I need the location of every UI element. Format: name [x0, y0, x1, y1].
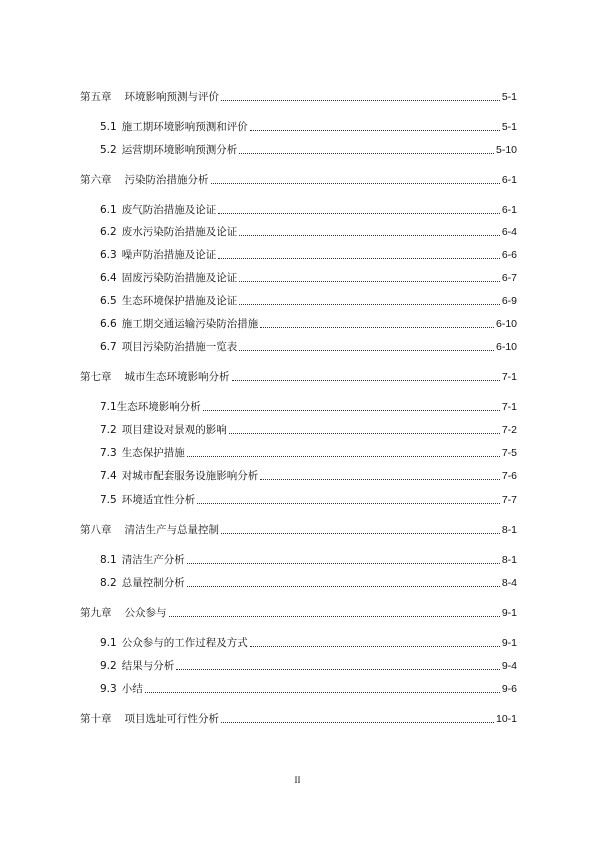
toc-title: 噪声防治措施及论证: [121, 249, 217, 261]
dot-leader: [176, 668, 500, 670]
toc-chapter-9[interactable]: [80, 607, 517, 620]
toc-section-6-7[interactable]: [100, 341, 517, 354]
toc-page: 8-1: [501, 524, 517, 536]
dot-leader: [197, 502, 500, 504]
toc-section-5-2[interactable]: [100, 144, 517, 157]
toc-section-7-5[interactable]: [100, 494, 517, 507]
dot-leader: [239, 280, 500, 282]
toc-number: 第七章: [80, 371, 112, 383]
toc-title: 生态保护措施: [121, 447, 185, 459]
dot-leader: [239, 303, 500, 305]
toc-page: 6-7: [501, 272, 517, 284]
dot-leader: [232, 379, 500, 381]
toc-number: 8.2: [100, 577, 117, 589]
toc-section-8-2[interactable]: [100, 577, 517, 590]
toc-title: 清洁生产分析: [121, 554, 185, 566]
page-number: II: [294, 775, 301, 785]
toc-page: 9-4: [501, 660, 517, 672]
toc-section-9-3[interactable]: [100, 683, 517, 696]
toc-page: 7-2: [501, 424, 517, 436]
toc-chapter-7[interactable]: [80, 371, 517, 384]
dot-leader: [218, 257, 500, 259]
toc-page: 9-1: [501, 637, 517, 649]
dot-leader: [250, 129, 500, 131]
dot-leader: [187, 455, 500, 457]
toc-page: 5-1: [501, 121, 517, 133]
dot-leader: [145, 691, 500, 693]
toc-number: 6.2: [100, 226, 117, 238]
toc-section-9-2[interactable]: [100, 660, 517, 673]
toc-section-8-1[interactable]: [100, 554, 517, 567]
toc-page: 8-1: [501, 554, 517, 566]
toc-number: 6.1: [100, 204, 117, 216]
toc-title: 总量控制分析: [121, 577, 185, 589]
toc-section-7-1[interactable]: [100, 401, 517, 414]
toc-page: 9-1: [501, 607, 517, 619]
toc-chapter-6[interactable]: [80, 174, 517, 187]
toc-title: 结果与分析: [121, 660, 175, 672]
toc-chapter-10[interactable]: [80, 713, 517, 726]
toc-title: 项目建设对景观的影响: [121, 424, 227, 436]
dot-leader: [218, 212, 500, 214]
toc-page: 6-6: [501, 249, 517, 261]
toc-page: 6-10: [495, 341, 517, 353]
toc-page: 6-4: [501, 226, 517, 238]
toc-title: 废水污染防治措施及论证: [121, 226, 238, 238]
toc-section-7-3[interactable]: [100, 447, 517, 460]
toc-number: 7.2: [100, 424, 117, 436]
toc-page: 7-1: [501, 401, 517, 413]
dot-leader: [260, 478, 500, 480]
toc-section-7-4[interactable]: [100, 470, 517, 483]
toc-title: 施工期交通运输污染防治措施: [121, 318, 259, 330]
toc-page: 5-1: [501, 91, 517, 103]
dot-leader: [239, 349, 494, 351]
dot-leader: [187, 585, 500, 587]
toc-section-6-4[interactable]: [100, 272, 517, 285]
toc-page: 10-1: [495, 713, 517, 725]
toc-title: 小结: [121, 683, 143, 695]
dot-leader: [229, 432, 500, 434]
toc-number: 5.2: [100, 144, 117, 156]
dot-leader: [221, 532, 500, 534]
toc-title: 废气防治措施及论证: [121, 204, 217, 216]
toc-page: 6-10: [495, 318, 517, 330]
toc-section-6-5[interactable]: [100, 295, 517, 308]
toc-page: 8-4: [501, 577, 517, 589]
toc-number: 6.3: [100, 249, 117, 261]
toc-section-6-3[interactable]: [100, 249, 517, 262]
toc-title: 对城市配套服务设施影响分析: [121, 470, 259, 482]
toc-title: 清洁生产与总量控制: [124, 524, 219, 536]
toc-number: 第十章: [80, 713, 112, 725]
toc-number: 7.4: [100, 470, 117, 482]
toc-title: 运营期环境影响预测分析: [121, 144, 238, 156]
toc-page: 7-7: [501, 494, 517, 506]
toc-title: 污染防治措施分析: [124, 174, 209, 186]
toc-number: 7.3: [100, 447, 117, 459]
toc-number: 6.4: [100, 272, 117, 284]
toc-section-5-1[interactable]: [100, 121, 517, 134]
toc-title: 公众参与: [124, 607, 167, 619]
toc-chapter-8[interactable]: [80, 524, 517, 537]
toc-page: 7-1: [501, 371, 517, 383]
dot-leader: [221, 99, 500, 101]
toc-title: 环境适宜性分析: [121, 494, 196, 506]
toc-chapter-5[interactable]: [80, 91, 517, 104]
toc-number: 第五章: [80, 91, 112, 103]
toc-number: 6.7: [100, 341, 117, 353]
toc-title: 环境影响预测与评价: [124, 91, 219, 103]
toc-number: 7.1: [100, 401, 117, 413]
toc-number: 9.2: [100, 660, 117, 672]
toc-section-6-1[interactable]: [100, 204, 517, 217]
dot-leader: [169, 615, 500, 617]
toc-number: 6.5: [100, 295, 117, 307]
dot-leader: [260, 326, 494, 328]
toc-page: 7-5: [501, 447, 517, 459]
toc-section-6-2[interactable]: [100, 226, 517, 239]
toc-title: 项目污染防治措施一览表: [121, 341, 238, 353]
toc-page: 7-6: [501, 470, 517, 482]
toc-title: 生态环境影响分析: [116, 401, 201, 413]
toc-number: 第九章: [80, 607, 112, 619]
dot-leader: [203, 409, 500, 411]
dot-leader: [239, 152, 494, 154]
toc-section-9-1[interactable]: [100, 637, 517, 650]
toc-title: 施工期环境影响预测和评价: [121, 121, 248, 133]
toc-number: 第六章: [80, 174, 112, 186]
dot-leader: [221, 721, 494, 723]
dot-leader: [211, 182, 500, 184]
toc-number: 7.5: [100, 494, 117, 506]
dot-leader: [187, 562, 500, 564]
toc-page: 6-1: [501, 174, 517, 186]
toc-title: 城市生态环境影响分析: [124, 371, 230, 383]
toc-number: 5.1: [100, 121, 117, 133]
toc-number: 8.1: [100, 554, 117, 566]
dot-leader: [250, 645, 500, 647]
toc-title: 公众参与的工作过程及方式: [121, 637, 248, 649]
toc-page: 5-10: [495, 144, 517, 156]
toc-page: 6-9: [501, 295, 517, 307]
toc-title: 项目选址可行性分析: [124, 713, 219, 725]
toc-title: 固废污染防治措施及论证: [121, 272, 238, 284]
toc-number: 第八章: [80, 524, 112, 536]
dot-leader: [239, 234, 500, 236]
toc-page: 6-1: [501, 204, 517, 216]
toc-section-7-2[interactable]: [100, 424, 517, 437]
toc-section-6-6[interactable]: [100, 318, 517, 331]
toc-number: 6.6: [100, 318, 117, 330]
toc-page: 9-6: [501, 683, 517, 695]
toc-title: 生态环境保护措施及论证: [121, 295, 238, 307]
toc-number: 9.1: [100, 637, 117, 649]
toc-number: 9.3: [100, 683, 117, 695]
